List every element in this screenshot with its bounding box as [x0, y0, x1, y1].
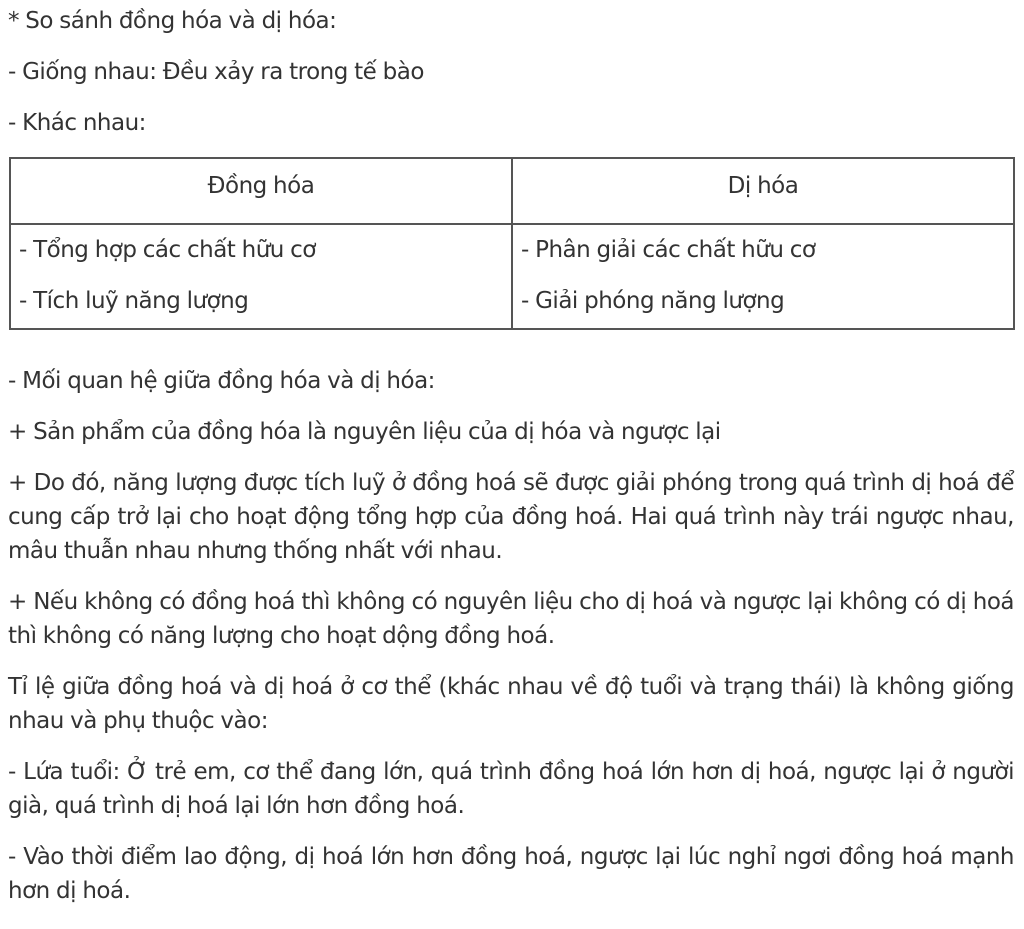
comparison-heading: * So sánh đồng hóa và dị hóa: — [8, 8, 337, 34]
catabolism-cell — [512, 224, 1014, 329]
relationship-point: + Do đó, năng lượng được tích luỹ ở đồng hoá sẽ được giải phóng trong quá trình dị hoá để cung cấp trở lại cho hoạt động tổng hợp của đồng hoá. Hai quá trình này trái ngược nhau, mâu thuẫn nhau nhưng thống nhất với nhau. — [8, 470, 1014, 564]
list-item: - Phân giải các chất hữu cơ — [521, 237, 816, 263]
comparison-table — [9, 157, 1015, 330]
header-anabolism: Đồng hóa — [10, 158, 512, 224]
table-header-row — [10, 158, 1014, 224]
relationship-point: + Nếu không có đồng hoá thì không có nguyên liệu cho dị hoá và ngược lại không có dị hoá thì không có năng lượng cho hoạt dộng đồng hoá. — [8, 589, 1014, 649]
list-item: - Giải phóng năng lượng — [521, 288, 785, 314]
anabolism-cell — [10, 224, 512, 329]
list-item: - Tổng hợp các chất hữu cơ — [19, 237, 316, 263]
differences-label: - Khác nhau: — [8, 110, 146, 136]
ratio-work: - Vào thời điểm lao động, dị hoá lớn hơn đồng hoá, ngược lại lúc nghỉ ngơi đồng hoá mạnh hơn dị hoá. — [8, 844, 1014, 904]
list-item: - Tích luỹ năng lượng — [19, 288, 249, 314]
relationship-heading: - Mối quan hệ giữa đồng hóa và dị hóa: — [8, 368, 435, 394]
relationship-point: + Sản phẩm của đồng hóa là nguyên liệu của dị hóa và ngược lại — [8, 419, 721, 445]
similarities-text: - Giống nhau: Đều xảy ra trong tế bào — [8, 59, 424, 85]
ratio-intro: Tỉ lệ giữa đồng hoá và dị hoá ở cơ thể (khác nhau về độ tuổi và trạng thái) là không giống nhau và phụ thuộc vào: — [8, 674, 1014, 734]
table-row — [10, 224, 1014, 329]
header-catabolism: Dị hóa — [512, 158, 1014, 224]
ratio-age: - Lứa tuổi: Ở trẻ em, cơ thể đang lớn, quá trình đồng hoá lớn hơn dị hoá, ngược lại ở người già, quá trình dị hoá lại lớn hơn đồng hoá. — [8, 759, 1014, 819]
